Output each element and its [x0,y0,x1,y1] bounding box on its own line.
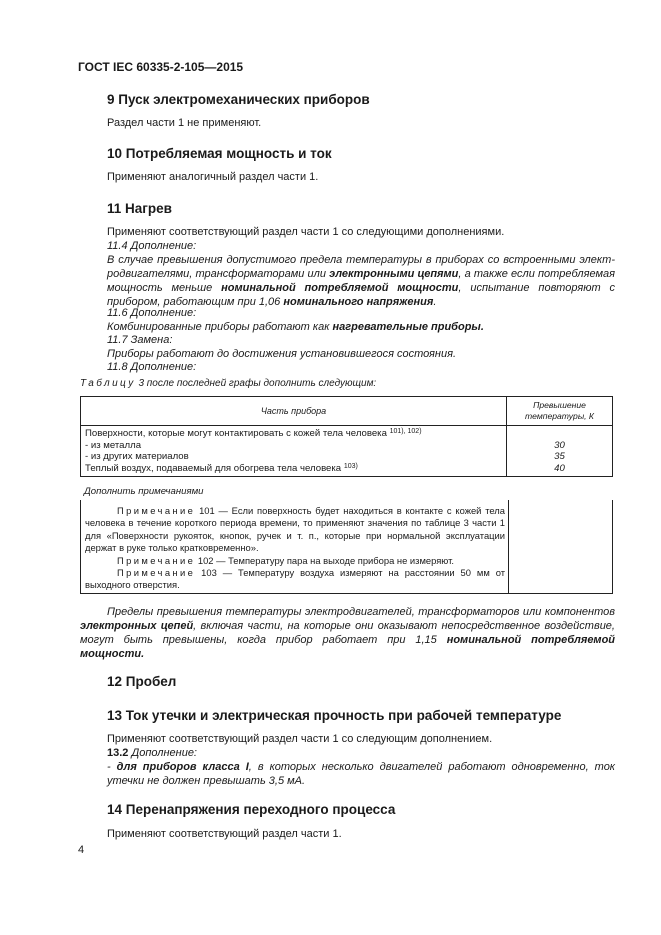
clause-13-2-text: - для приборов класса I, в которых несколько двигателей работают одновременно, ток утечки не должен превышать 3,5 мА. [107,761,615,787]
table-cell-part [81,426,507,477]
table-header-row [81,397,613,426]
note-103: Примечание 103 — Температуру воздуха измеряют на расстоянии 50 мм от выходного отверстия. [85,567,505,591]
section-14-text: Применяют соответствующий раздел части 1. [107,828,342,840]
column-header-rise-line2: температуры, К [524,411,594,421]
section-11-intro: Применяют соответствующий раздел части 1 со следующими дополнениями. [107,226,505,238]
clause-11-6-text: Комбинированные приборы работают как нагревательные приборы. [107,321,484,333]
value-metal: 30 [554,439,565,451]
column-header-part: Часть прибора [81,397,507,426]
clause-11-8-label: 11.8 Дополнение: [107,361,197,373]
clause-11-6-label: 11.6 Дополнение: [107,307,197,319]
table-cell-values [507,426,613,477]
table-notes [80,500,613,594]
value-warm-air: 40 [554,462,565,474]
clause-11-7-text: Приборы работают до достижения установившегося состояния. [107,348,457,360]
section-13-intro: Применяют соответствующий раздел части 1 со следующим дополнением. [107,733,493,745]
note-102: Примечание 102 — Температуру пара на выходе прибора не измеряют. [117,555,454,566]
section-14-heading: 14 Перенапряжения переходного процесса [107,802,396,817]
row-skin-surfaces: Поверхности, которые могут контактировать с кожей тела человека $^{101), 102)}$ [85,428,422,439]
clause-11-4-label: 11.4 Дополнение: [107,240,197,252]
section-12-heading: 12 Пробел [107,674,177,689]
clause-11-7-label: 11.7 Замена: [107,334,173,346]
clause-11-4-text: В случае превышения допустимого предела температуры в приборах со встроенными элект-родвигателями, трансформаторами или электронными цепями, а также если потребляемая мощность меньше номинальной потребляемой мощности, испытание повторяют с прибором, работающим при 1,06 номинального напряжения. [107,254,616,308]
section-10-text: Применяют аналогичный раздел части 1. [107,171,319,183]
row-warm-air: Теплый воздух, подаваемый для обогрева тела человека $^{103)}$ [85,462,358,474]
page-number: 4 [78,844,85,856]
row-other-materials: - из других материалов [85,451,189,462]
note-101: Примечание 101 — Если поверхность будет находиться в контакте с кожей тела человека в течение короткого периода времени, то применяют значения по таблице 3 части 1 для «Поверхности рукояток, кнопок, ручек и т. п., которые при нормальной эксплуатации держат в руке только кратковременно». [85,505,505,554]
column-header-rise [507,397,613,426]
section-13-heading: 13 Ток утечки и электрическая прочность при рабочей температуре [107,708,562,723]
temperature-rise-table [80,396,613,477]
document-code: ГОСТ IEC 60335-2-105—2015 [78,60,244,74]
value-other-materials: 35 [554,451,565,462]
table-row [81,426,613,477]
clause-13-2-label: 13.2 Дополнение: [107,747,197,759]
column-header-rise-line1: Превышение [533,400,586,410]
temperature-limits-paragraph: Пределы превышения температуры электродвигателей, трансформаторов или компонентов электронных цепей, включая части, на которые они оказывают непосредственное воздействие, могут быть превышены, когда прибор работает при 1,15 номинальной потребляемой мощности. [80,606,616,660]
section-9-text: Раздел части 1 не применяют. [107,117,262,129]
section-10-heading: 10 Потребляемая мощность и ток [107,146,332,161]
notes-caption: Дополнить примечаниями [84,486,204,497]
section-11-heading: 11 Нагрев [107,201,172,216]
row-metal: - из металла [85,439,142,451]
section-9-heading: 9 Пуск электромеханических приборов [107,92,370,107]
table-caption: Таблицу 3 после последней графы дополнить следующим: [80,378,377,389]
